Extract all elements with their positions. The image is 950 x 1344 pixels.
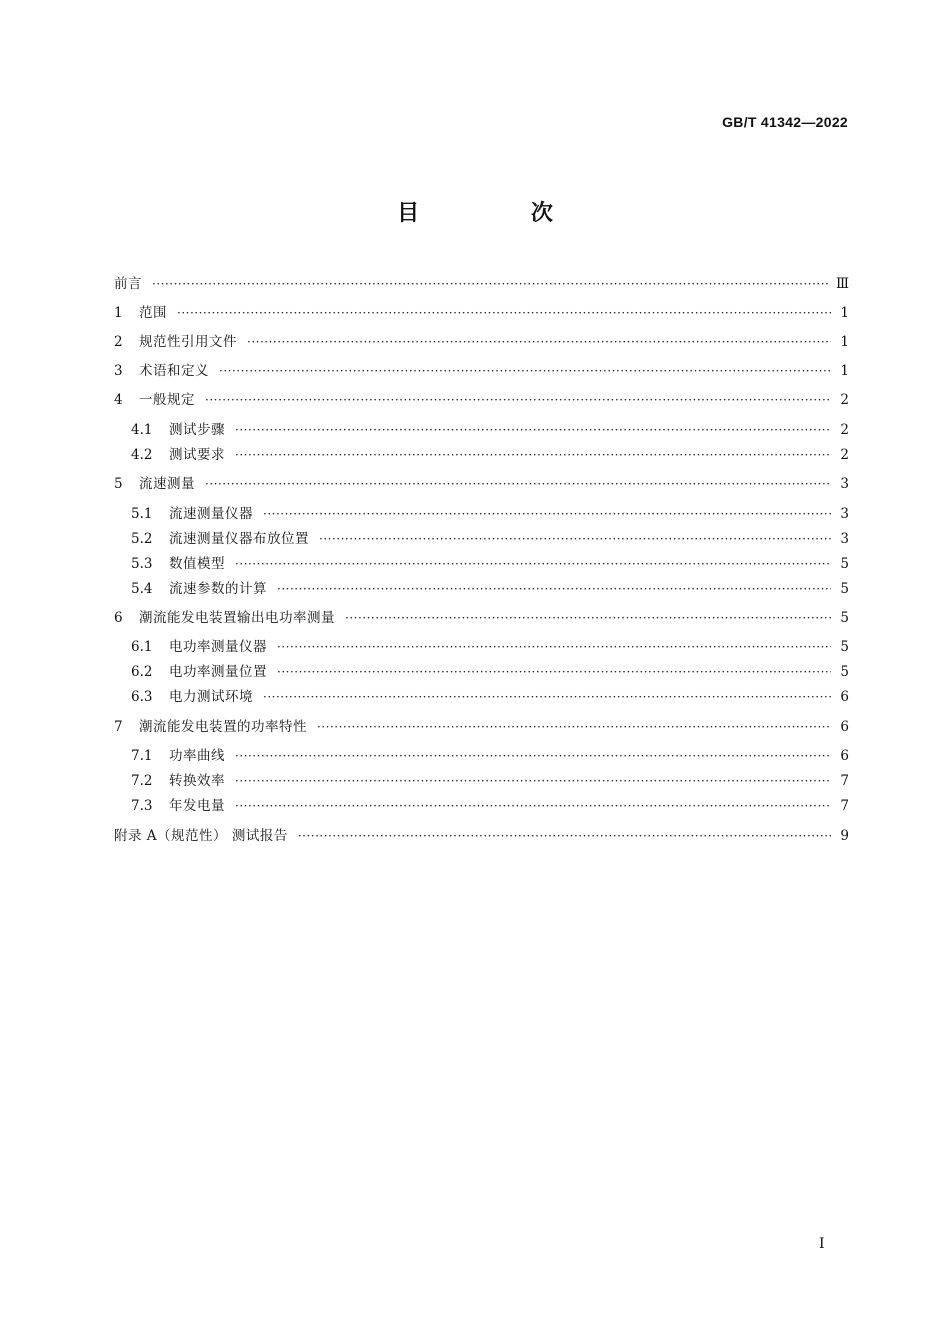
toc-entry-number: 7.2: [131, 773, 153, 789]
dot-leader: [235, 796, 831, 816]
toc-entry-page: 2: [840, 422, 849, 438]
dot-leader: [317, 717, 831, 737]
toc-entry[interactable]: [131, 504, 849, 524]
toc-entry-number: 5.3: [131, 556, 153, 572]
toc-entry-label: 流速测量仪器: [169, 506, 253, 522]
toc-entry-page: 7: [840, 798, 849, 814]
dot-leader: [205, 390, 831, 410]
toc-entry-page: 5: [840, 639, 849, 655]
toc-entry-label: 转换效率: [169, 773, 225, 789]
toc-entry-page: 2: [840, 447, 849, 463]
toc-entry-number: 6.1: [131, 639, 153, 655]
toc-entry-number: 7.3: [131, 798, 153, 814]
toc-entry-label: 潮流能发电装置的功率特性: [139, 719, 307, 735]
toc-entry-page: Ⅲ: [835, 276, 849, 292]
toc-entry-label: 潮流能发电装置输出电功率测量: [139, 610, 335, 626]
dot-leader: [219, 361, 831, 381]
toc-entry[interactable]: [131, 746, 849, 766]
dot-leader: [235, 554, 831, 574]
toc-entry-number: 1: [114, 305, 123, 321]
dot-leader: [235, 746, 831, 766]
toc-entry[interactable]: [131, 554, 849, 574]
dot-leader: [319, 529, 831, 549]
page-title: 目 次: [397, 201, 605, 226]
toc-entry-page: 1: [840, 334, 849, 350]
toc-entry[interactable]: [131, 529, 849, 549]
toc-entry[interactable]: [114, 332, 849, 352]
toc-entry[interactable]: [114, 608, 849, 628]
toc-entry-label: 电功率测量仪器: [169, 639, 267, 655]
toc-entry-label: 电功率测量位置: [169, 664, 267, 680]
toc-entry-label: 功率曲线: [169, 748, 225, 764]
toc-entry-label: 一般规定: [139, 392, 195, 408]
dot-leader: [235, 420, 831, 440]
toc-entry-label: 年发电量: [169, 798, 225, 814]
dot-leader: [205, 474, 831, 494]
toc-entry-number: 2: [114, 334, 123, 350]
toc-entry[interactable]: [131, 579, 849, 599]
toc-entry-label: 测试要求: [169, 447, 225, 463]
dot-leader: [345, 608, 831, 628]
toc-entry[interactable]: [114, 274, 849, 294]
toc-entry-number: 4: [114, 392, 123, 408]
toc-entry-number: 4.2: [131, 447, 153, 463]
toc-entry-page: 3: [840, 476, 849, 492]
dot-leader: [247, 332, 831, 352]
toc-entry-label: 规范性引用文件: [139, 334, 237, 350]
toc-entry-number: 7: [114, 719, 123, 735]
toc-entry-page: 5: [840, 664, 849, 680]
toc-entry[interactable]: [114, 717, 849, 737]
toc-entry[interactable]: [131, 771, 849, 791]
dot-leader: [298, 826, 831, 846]
toc-entry[interactable]: [114, 303, 849, 323]
toc-entry-number: 6.3: [131, 689, 153, 705]
toc-entry-page: 6: [840, 689, 849, 705]
toc-entry-page: 1: [840, 363, 849, 379]
toc-entry-label: 附录 A（规范性） 测试报告: [114, 828, 288, 844]
toc-entry-page: 3: [840, 506, 849, 522]
toc-entry-number: 6: [114, 610, 123, 626]
toc-entry-label: 术语和定义: [139, 363, 209, 379]
toc-entry-label: 范围: [139, 305, 167, 321]
toc-entry-page: 2: [840, 392, 849, 408]
toc-entry[interactable]: [114, 474, 849, 494]
toc-entry-number: 5: [114, 476, 123, 492]
dot-leader: [263, 687, 831, 707]
page-number: I: [819, 1236, 825, 1252]
dot-leader: [235, 771, 831, 791]
toc-entry-number: 7.1: [131, 748, 153, 764]
toc-entry[interactable]: [131, 420, 849, 440]
toc-entry-label: 流速测量: [139, 476, 195, 492]
toc-entry-page: 5: [840, 581, 849, 597]
toc-entry-number: 4.1: [131, 422, 153, 438]
dot-leader: [277, 579, 831, 599]
toc-entry[interactable]: [131, 637, 849, 657]
toc-entry-number: 5.1: [131, 506, 153, 522]
toc-entry[interactable]: [131, 687, 849, 707]
toc-entry-number: 3: [114, 363, 123, 379]
toc-entry[interactable]: [114, 826, 849, 846]
toc-entry-page: 7: [840, 773, 849, 789]
toc-entry-page: 6: [840, 748, 849, 764]
toc-entry-page: 5: [840, 610, 849, 626]
toc-entry-page: 5: [840, 556, 849, 572]
dot-leader: [277, 662, 831, 682]
dot-leader: [152, 274, 828, 294]
dot-leader: [277, 637, 831, 657]
toc-entry-number: 5.4: [131, 581, 153, 597]
toc-entry[interactable]: [114, 361, 849, 381]
toc-entry-page: 3: [840, 531, 849, 547]
toc-entry-label: 流速参数的计算: [169, 581, 267, 597]
toc-entry-page: 9: [840, 828, 849, 844]
toc-entry[interactable]: [131, 445, 849, 465]
toc-entry-label: 电力测试环境: [169, 689, 253, 705]
toc-entry[interactable]: [131, 796, 849, 816]
toc-entry-label: 测试步骤: [169, 422, 225, 438]
toc-entry-label: 数值模型: [169, 556, 225, 572]
dot-leader: [177, 303, 831, 323]
dot-leader: [235, 445, 831, 465]
dot-leader: [263, 504, 831, 524]
toc-entry-number: 5.2: [131, 531, 153, 547]
toc-entry[interactable]: [131, 662, 849, 682]
toc-entry[interactable]: [114, 390, 849, 410]
standard-code: GB/T 41342—2022: [722, 114, 848, 130]
toc-entry-page: 1: [840, 305, 849, 321]
toc-entry-label: 前言: [114, 276, 142, 292]
toc-entry-number: 6.2: [131, 664, 153, 680]
toc-entry-page: 6: [840, 719, 849, 735]
toc-entry-label: 流速测量仪器布放位置: [169, 531, 309, 547]
